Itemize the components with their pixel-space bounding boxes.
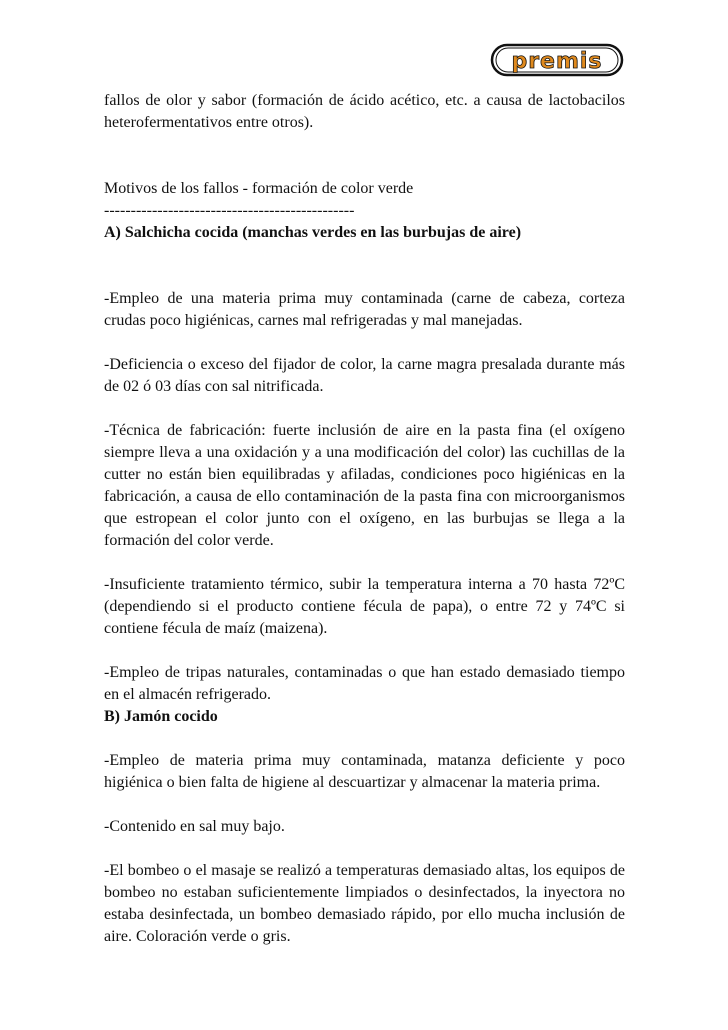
premis-logo-graphic [490, 43, 624, 77]
intro-paragraph: fallos de olor y sabor (formación de ácido acético, etc. a causa de lactobacilos heterofermentativos entre otros). [104, 92, 625, 131]
jamon-paragraph-3: -El bombeo o el masaje se realizó a temperaturas demasiado altas, los equipos de bombeo no estaban suficientemente limpiados o desinfectados, la inyectora no estaba desinfectada, un bombeo demasiado rápido, por ello mucha inclusión de aire. Coloración verde o gris. [104, 862, 625, 945]
document-body [104, 90, 625, 948]
jamon-paragraph-1: -Empleo de materia prima muy contaminada, matanza deficiente y poco higiénica o bien falta de higiene al descuartizar y almacenar la materia prima. [104, 752, 625, 791]
heading-jamon-cocido: B) Jamón cocido [104, 708, 218, 725]
section-title: Motivos de los fallos - formación de color verde [104, 180, 414, 197]
salchicha-paragraph-2: -Deficiencia o exceso del fijador de color, la carne magra presalada durante más de 02 ó 03 días con sal nitrificada. [104, 356, 625, 395]
salchicha-paragraph-1: -Empleo de una materia prima muy contaminada (carne de cabeza, corteza crudas poco higiénicas, carnes mal refrigeradas y mal manejadas. [104, 290, 625, 329]
section-rule: ----------------------------------------------- [104, 202, 355, 219]
premis-logo [490, 43, 624, 77]
salchicha-paragraph-3: -Técnica de fabricación: fuerte inclusión de aire en la pasta fina (el oxígeno siempre lleva a una oxidación y a una modificación del color) las cuchillas de la cutter no están bien equilibradas y afiladas, condiciones poco higiénicas en la fabricación, a causa de ello contaminación de la pasta fina con microorganismos que estropean el color junto con el oxígeno, en las burbujas se llega a la formación del color verde. [104, 422, 625, 549]
svg-text:premis: premis [511, 49, 603, 74]
salchicha-paragraph-4: -Insuficiente tratamiento térmico, subir la temperatura interna a 70 hasta 72ºC (dependiendo si el producto contiene fécula de papa), o entre 72 y 74ºC si contiene fécula de maíz (maizena). [104, 576, 625, 637]
salchicha-paragraph-5: -Empleo de tripas naturales, contaminadas o que han estado demasiado tiempo en el almacén refrigerado. [104, 664, 625, 703]
heading-salchicha-cocida: A) Salchicha cocida (manchas verdes en las burbujas de aire) [104, 224, 522, 241]
jamon-paragraph-2: -Contenido en sal muy bajo. [104, 818, 285, 835]
